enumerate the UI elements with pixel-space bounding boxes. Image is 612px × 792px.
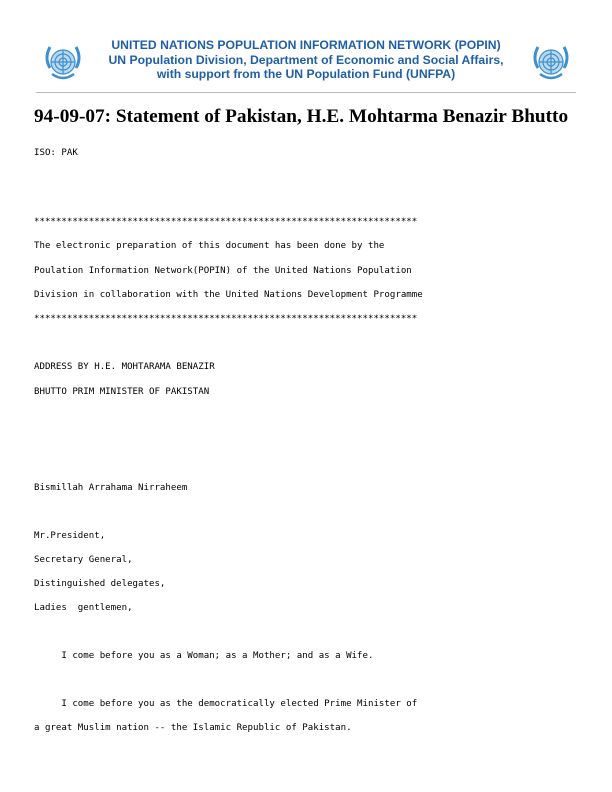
header-line-1: UNITED NATIONS POPULATION INFORMATION NETWORK (POPIN) xyxy=(111,38,501,52)
separator-bottom: ********************************************************************** xyxy=(34,314,418,324)
header-divider xyxy=(36,92,576,93)
notice-line-1: The electronic preparation of this document has been done by the xyxy=(34,241,385,251)
salutation-line-1: Mr.President, xyxy=(34,531,106,541)
header-line-3: with support from the UN Population Fund (UNFPA) xyxy=(156,67,456,81)
document-title: 94-09-07: Statement of Pakistan, H.E. Mohtarma Benazir Bhutto xyxy=(34,106,569,127)
address-line-1: ADDRESS BY H.E. MOHTARAMA BENAZIR xyxy=(34,362,215,372)
salutation-line-2: Secretary General, xyxy=(34,555,133,565)
salutation-line-4: Ladies gentlemen, xyxy=(34,603,133,613)
notice-line-3: Division in collaboration with the United Nations Development Programme xyxy=(34,290,423,300)
page-header xyxy=(36,36,576,90)
header-line-2: UN Population Division, Department of Economic and Social Affairs, xyxy=(108,52,504,67)
header-text xyxy=(92,38,520,82)
separator-top: ********************************************************************** xyxy=(34,217,418,227)
iso-code: ISO: PAK xyxy=(34,148,78,158)
paragraph-1: I come before you as a Woman; as a Mother; and as a Wife. xyxy=(34,651,374,661)
address-line-2: BHUTTO PRIM MINISTER OF PAKISTAN xyxy=(34,387,210,397)
un-emblem-icon xyxy=(38,38,88,88)
notice-line-2: Poulation Information Network(POPIN) of the United Nations Population xyxy=(34,266,412,276)
paragraph-2-line-1: I come before you as the democratically elected Prime Minister of xyxy=(34,699,418,709)
salutation-line-3: Distinguished delegates, xyxy=(34,579,166,589)
un-emblem-icon xyxy=(526,38,576,88)
paragraph-2-line-2: a great Muslim nation -- the Islamic Republic of Pakistan. xyxy=(34,723,352,733)
bismillah: Bismillah Arrahama Nirraheem xyxy=(34,483,188,493)
